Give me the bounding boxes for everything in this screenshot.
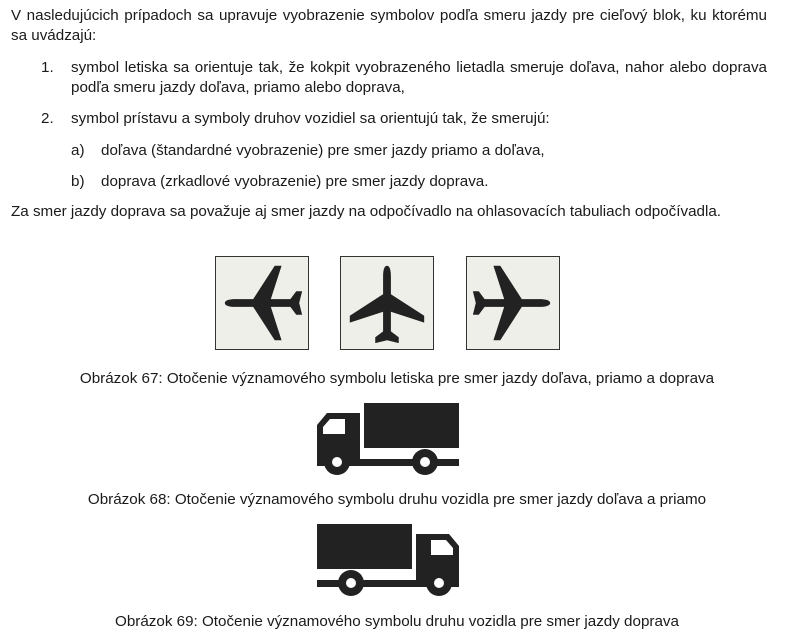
figure-68-caption: Obrázok 68: Otočenie významového symbolu druhu vozidla pre smer jazdy doľava a priamo <box>87 491 707 508</box>
sub-list-text: doľava (štandardné vyobrazenie) pre smer jazdy priamo a doľava, <box>101 142 545 159</box>
list-number: 1. <box>41 59 54 76</box>
airplane-right-icon <box>467 257 559 349</box>
sub-list-mark: b) <box>71 173 85 190</box>
truck-left-icon <box>317 403 459 476</box>
figure-67-caption: Obrázok 67: Otočenie významového symbolu letiska pre smer jazdy doľava, priamo a doprava <box>79 370 715 387</box>
sub-list-mark: a) <box>71 142 85 159</box>
airplane-right-tile <box>466 256 560 350</box>
airplane-up-icon <box>341 257 433 349</box>
list-item-text: symbol letiska sa orientuje tak, že kokpit vyobrazeného lietadla smeruje doľava, nahor alebo doprava podľa smeru jazdy doľava, priamo alebo doprava, <box>71 59 767 96</box>
intro-paragraph: V nasledujúcich prípadoch sa upravuje vyobrazenie symbolov podľa smeru jazdy pre cieľový blok, ku ktorému sa uvádzajú: <box>11 7 767 44</box>
airplane-up-tile <box>340 256 434 350</box>
sub-list-text: doprava (zrkadlové vyobrazenie) pre smer jazdy doprava. <box>101 173 489 190</box>
figure-69-caption: Obrázok 69: Otočenie významového symbolu druhu vozidla pre smer jazdy doprava <box>115 613 679 630</box>
list-number: 2. <box>41 110 54 127</box>
list-item-text: symbol prístavu a symboly druhov vozidiel sa orientujú tak, že smerujú: <box>71 110 550 127</box>
airplane-left-icon <box>216 257 308 349</box>
note-paragraph: Za smer jazdy doprava sa považuje aj smer jazdy na odpočívadlo na ohlasovacích tabuliach odpočívadla. <box>11 203 722 220</box>
airplane-left-tile <box>215 256 309 350</box>
truck-right-icon <box>317 524 459 597</box>
